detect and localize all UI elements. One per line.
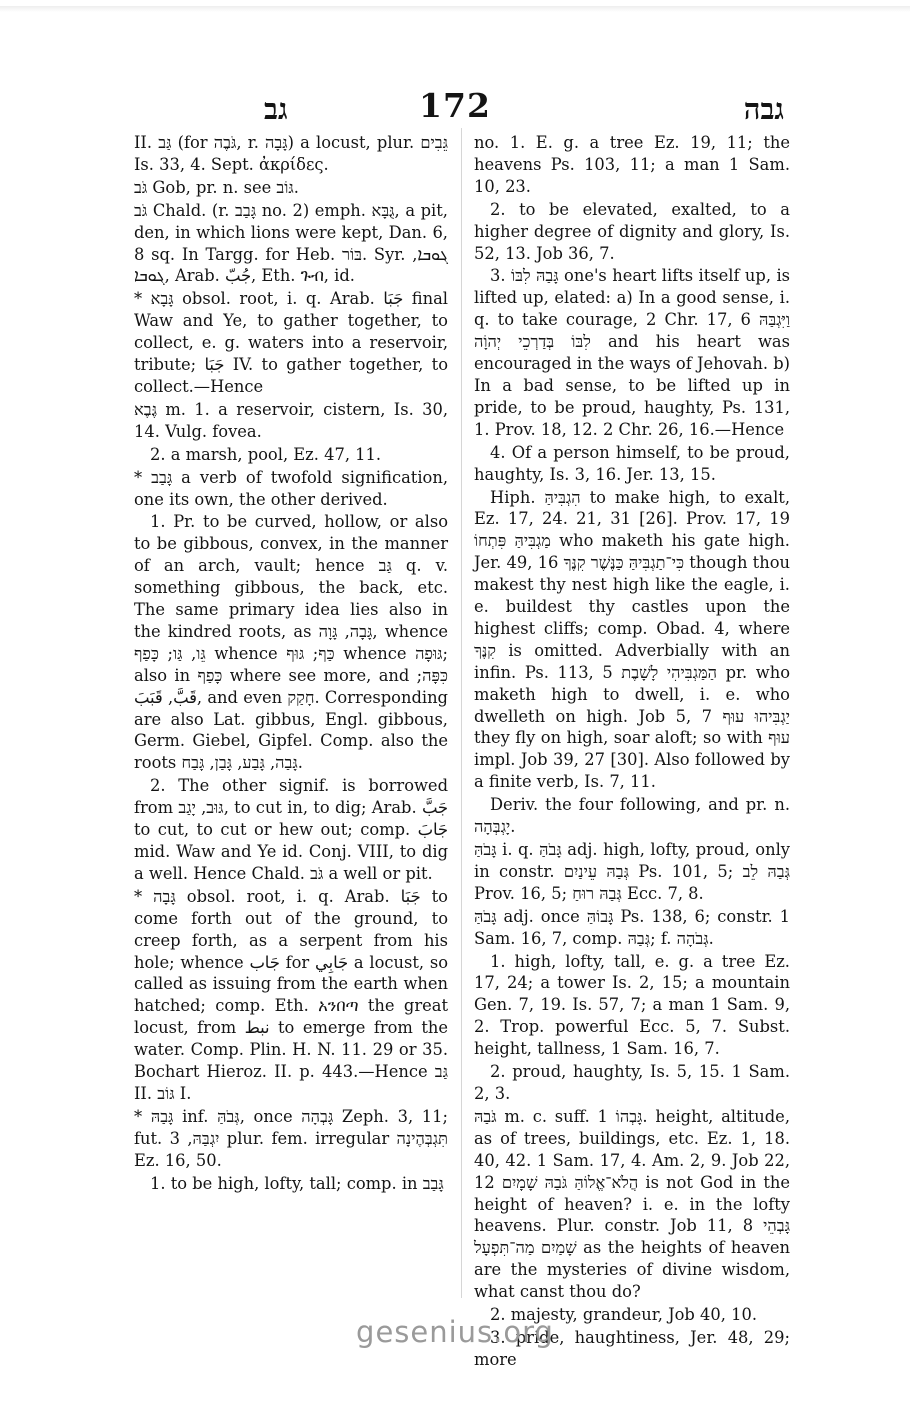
entry-gabah-sense-1: 1. to be high, lofty, tall; comp. in גָּבַב xyxy=(150,1173,444,1193)
entry-gabah-sense-4: 4. Of a person himself, to be proud, haughty, Is. 3, 16. Jer. 13, 15. xyxy=(474,442,790,484)
page-header xyxy=(0,86,910,126)
entry-gebe-sense-2: 2. a marsh, pool, Ez. 47, 11. xyxy=(150,444,382,464)
entry-gaba-root: * גָּבָא obsol. root, i. q. Arab. جَبَا final Waw and Ye, to gather together, to collect, e. g. waters into a reservoir, tribute; جَبَا IV. to gather together, to collect.—Hence xyxy=(134,289,449,396)
entry-gob-proper-name: גֹּב Gob, pr. n. see גּוֹב. xyxy=(134,177,299,197)
entry-gobah-noun: גֹּבַהּ m. c. suff. גָּבְהוֹ 1. height, altitude, as of trees, buildings, etc. Ez. 1, 18. 40, 42. 1 Sam. 17, 4. Am. 2, 9. Job 22, 12 הֲלֹא־אֱלוֹהַּ גֹּבַהּ שָׁמָיִם is not God in the height of heaven? i. e. in the lofty heavens. Plur. constr. Job 11, 8 גָּבְהֵי שָׁמַיִם מַה־תִּפְעָל as the heights of heaven are the mysteries of divine wisdom, what canst thou do? xyxy=(474,1106,790,1302)
entry-gabah-derivatives: Deriv. the four following, and pr. n. יָגְבְּהָה. xyxy=(474,795,790,837)
entry-gabah-hiphil: Hiph. הִגְבִּיהַּ to make high, to exalt, Ez. 17, 24. 21, 31 [26]. Prov. 17, 19 מַגְבִּיהַּ פִּתְחוֹ who maketh his gate high. Jer. 49, 16 כִּי־תַגְבִּיהַּ כַּנֶּשֶׁר קִנֶּךָ though thou makest thy nest high like the eagle, i. e. buildest thy castles upon the highest cliffs; comp. Obad. 4, where קִנֶּךָ is omitted. Adverbially with an infin. Ps. 113, 5 הַמַּגְבִּיהִי לָשָׁבֶת pr. who maketh high to dwell, i. e. who dwelleth on high. Job 5, 7 יַגְבִּיהוּ עוּף they fly on high, soar aloft; so with עוּף impl. Job 39, 27 [30]. Also followed by a finite verb, Is. 7, 11. xyxy=(474,487,790,792)
site-watermark: gesenius.org xyxy=(356,1315,554,1349)
entry-gabab-sense-1: 1. Pr. to be curved, hollow, or also to be gibbous, convex, in the manner of an arch, vault; hence גַּב q. v. something gibbous, the back, etc. The same primary idea lies also in the kindred roots, as גָּבָה, גָּוָה, whence גֵּו, גַּו; כָּפַף whence כַּף; גּוּף whence גּוּפָה; also in כָּפַף where see more, and כִּפָּה; قَبَّ, قَبَبَ, and even חָקַק. Corresponding are also Lat. gibbus, Engl. gibbous, Germ. Giebel, Gipfel. Comp. also the roots גָּבַה, גָּבַע, גָּבַן, גָּבַח. xyxy=(134,512,449,773)
entry-gabah-sense-1-cont: no. 1. E. g. a tree Ez. 19, 11; the heavens Ps. 103, 11; a man 1 Sam. 10, 23. xyxy=(474,133,790,196)
entry-gaboah-adj: גָּבֹהַּ adj. once גָּבוֹהַּ Ps. 138, 6; constr. 1 Sam. 16, 7, comp. גְּבַהּ; f. גְּבֹהָה. xyxy=(474,906,790,948)
right-column xyxy=(474,132,790,1372)
column-divider xyxy=(461,128,462,1298)
entry-gabah-sense-2: 2. to be elevated, exalted, to a higher degree of dignity and glory, Is. 52, 13. Job 36, 7. xyxy=(474,199,790,263)
entry-gaboah-sense-1: 1. high, lofty, tall, e. g. a tree Ez. 17, 24; a tower Is. 2, 15; a mountain Gen. 7, 19. Is. 57, 7; a man 1 Sam. 9, 2. Trop. powerful Ecc. 5, 7. Subst. height, tallness, 1 Sam. 16, 7. xyxy=(474,951,790,1059)
entry-gabah-verb: * גָּבַהּ inf. גְּבֹהַּ, once גָּבְהָה Zeph. 3, 11; fut. יִגְבַּהּ, 3 plur. fem. irregular תִּגְבְּהֶינָה Ez. 16, 50. xyxy=(134,1106,449,1170)
entry-gobah-sense-3: 3. pride, haughtiness, Jer. 48, 29; more xyxy=(474,1327,790,1369)
header-right-headword: גבה xyxy=(743,92,784,126)
left-column xyxy=(134,132,448,1196)
entry-gabeah-adj: גָּבֹהַּ i. q. גָּבֹהַּ adj. high, lofty, proud, only in constr. גְּבַהּ עֵינַיִם Ps. 101, 5; גְּבַהּ לֵב Prov. 16, 5; גְּבַהּ רוּחַ Ecc. 7, 8. xyxy=(474,840,790,903)
entry-gebe-reservoir: גֶּבֶא m. 1. a reservoir, cistern, Is. 30, 14. Vulg. fovea. xyxy=(134,399,448,441)
entry-gaba-locust-root: * גָּבָה obsol. root, i. q. Arab. جَبَا to come forth out of the ground, to creep forth, as a serpent from his hole; whence جَاب for جَابِي a locust, so called as issuing from the earth when hatched; comp. Eth. አንበጣ the great locust, from نبط to emerge from the water. Comp. Plin. H. N. 11. 29 or 35. Bochart Hieroz. II. p. 443.—Hence גַּב II. גּוֹב I. xyxy=(134,886,449,1103)
entry-gaboah-sense-2: 2. proud, haughty, Is. 5, 15. 1 Sam. 2, 3. xyxy=(474,1062,790,1103)
entry-gabah-sense-3: 3. גָּבַהּ לִבּוֹ one's heart lifts itself up, is lifted up, elated: a) In a good sense, i. q. to take courage, 2 Chr. 17, 6 וַיִּגְבַּהּ לִבּוֹ בְּדַרְכֵי יְהוָֹה and his heart was encouraged in the ways of Jehovah. b) In a bad sense, to be lifted up in pride, to be proud, haughty, Ps. 131, 1. Prov. 18, 12. 2 Chr. 26, 16.—Hence xyxy=(474,266,791,439)
entry-gab-locust: II. גַּב (for גֹּבֶה, r. גָּבָה) a locust, plur. גֵּבִים Is. 33, 4. Sept. ἀκρίδες. xyxy=(134,133,448,174)
entry-gob-chaldee: גֹּב Chald. (r. גָּבַב no. 2) emph. גֻּבָּא, a pit, den, in which lions were kept, Dan. 6, 8 sq. In Targg. for Heb. בּוֹר. Syr. ܓܘܒܐ, ܓܘܒܐ, Arab. جُبّ, Eth. ጉብ, id. xyxy=(134,200,449,286)
page-number: 172 xyxy=(419,86,491,125)
header-left-headword: גב xyxy=(264,92,288,126)
bleed-through-band xyxy=(0,6,910,12)
entry-gabab-sense-2: 2. The other signif. is borrowed from גּוּב, יָגַב, to cut in, to dig; Arab. جَبَّ to cut, to cut or hew out; comp. جَابَ mid. Waw and Ye id. Conj. VIII, to dig a well. Hence Chald. גֹּב a well or pit. xyxy=(134,776,448,883)
entry-gobah-sense-2: 2. majesty, grandeur, Job 40, 10. xyxy=(490,1305,757,1325)
entry-gabab-verb: * גָּבַב a verb of twofold signification, one its own, the other derived. xyxy=(134,467,448,509)
